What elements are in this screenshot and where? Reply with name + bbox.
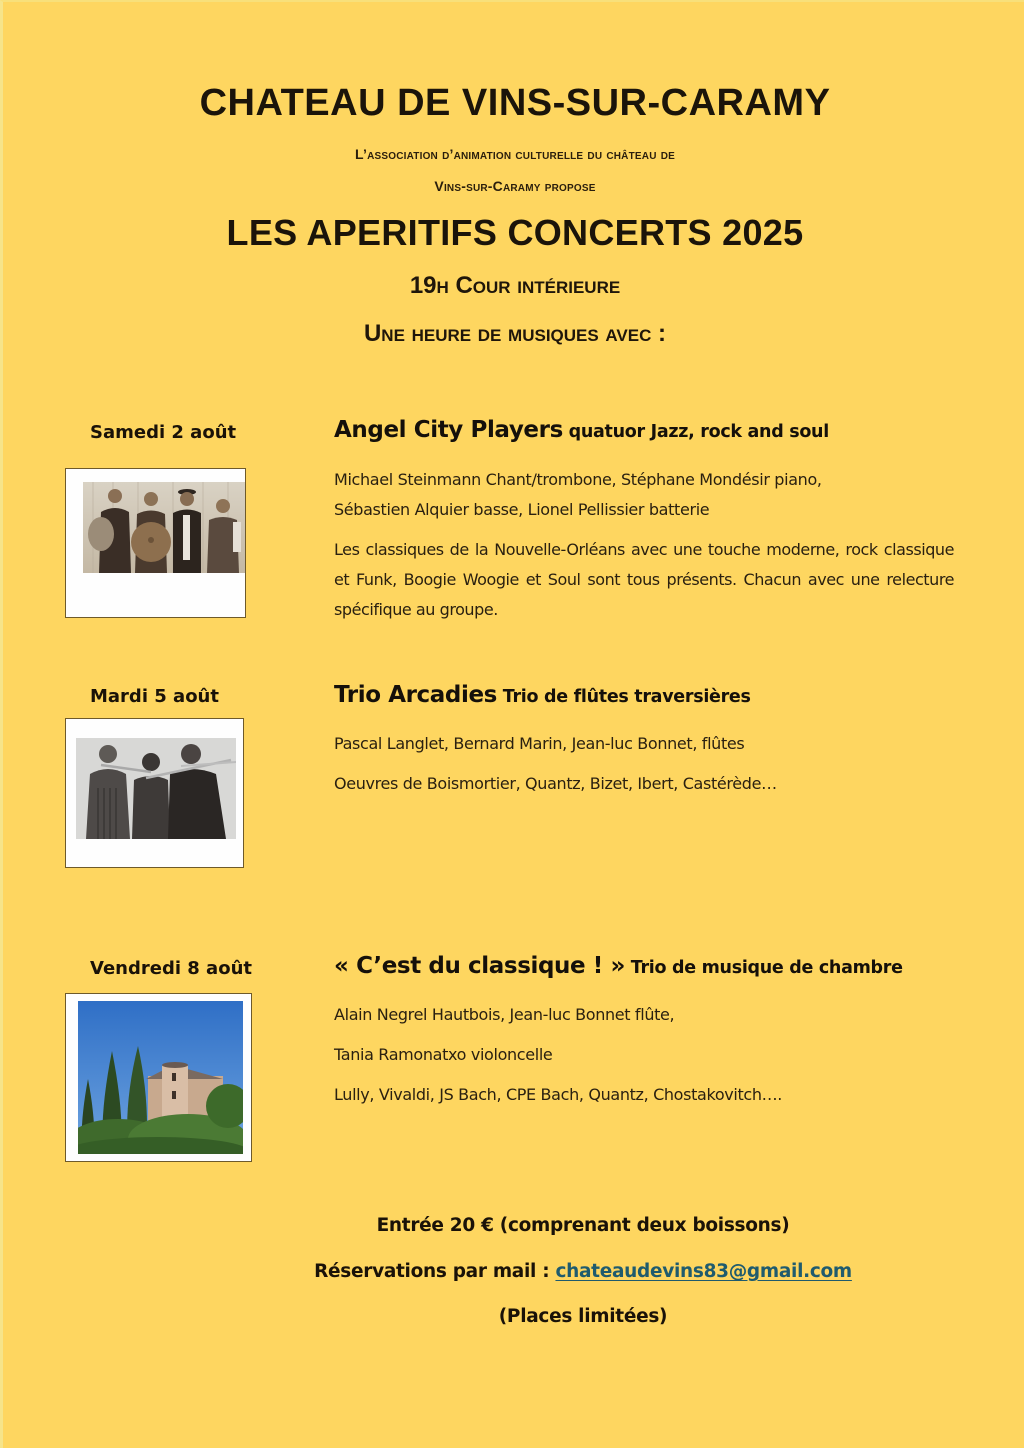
chateau-photo-frame (65, 993, 252, 1162)
event-title-3 (334, 953, 903, 979)
event-date-3: Vendredi 8 août (90, 958, 252, 979)
trio-name: Trio Arcadies (334, 682, 497, 708)
band-photo (83, 482, 245, 573)
ensemble-name: « C’est du classique ! » (334, 953, 625, 979)
association-line-2: Vins-sur-Caramy propose (434, 178, 596, 194)
band-photo-image (83, 482, 245, 573)
trio-photo-frame (65, 718, 244, 868)
limited-seats: (Places limitées) (498, 1306, 668, 1327)
event-description: Les classiques de la Nouvelle-Orléans avec une touche moderne, rock classique et Funk, Boogie Woogie et Soul sont tous présents. Chacun avec une relecture spécifique au groupe. (334, 540, 954, 619)
reservation-email-link[interactable]: chateaudevins83@gmail.com (555, 1261, 852, 1282)
ensemble-performers-line-1: Alain Negrel Hautbois, Jean-luc Bonnet flûte, (334, 1005, 675, 1024)
event-title-1 (334, 417, 829, 443)
band-name: Angel City Players (334, 417, 563, 443)
ensemble-repertoire: Lully, Vivaldi, JS Bach, CPE Bach, Quantz, Chostakovitch…. (334, 1085, 783, 1104)
performers-line-1: Michael Steinmann Chant/trombone, Stéphane Mondésir piano, (334, 470, 822, 489)
band-genre: quatuor Jazz, rock and soul (562, 422, 829, 442)
trio-genre: Trio de flûtes traversières (496, 687, 751, 707)
ensemble-genre: Trio de musique de chambre (624, 958, 903, 978)
reservation-line (71, 1261, 1024, 1282)
event-title-2 (334, 682, 751, 708)
intro-line: Une heure de musiques avec : (363, 320, 667, 347)
chateau-photo-image (78, 1001, 243, 1154)
band-photo-frame (65, 468, 246, 618)
event-series-title: LES APERITIFS CONCERTS 2025 (226, 212, 804, 253)
entry-price: Entrée 20 € (comprenant deux boissons) (376, 1215, 790, 1236)
performers-line-2: Sébastien Alquier basse, Lionel Pellissier batterie (334, 500, 710, 519)
trio-performers: Pascal Langlet, Bernard Marin, Jean-luc Bonnet, flûtes (334, 734, 745, 753)
ensemble-performers-line-2: Tania Ramonatxo violoncelle (334, 1045, 553, 1064)
trio-photo (76, 738, 236, 839)
trio-photo-image (76, 738, 236, 839)
trio-repertoire: Oeuvres de Boismortier, Quantz, Bizet, Ibert, Castérède… (334, 774, 777, 793)
association-line-1: L’association d’animation culturelle du château de (355, 146, 675, 162)
event-date-1: Samedi 2 août (90, 422, 237, 443)
poster-title: CHATEAU DE VINS-SUR-CARAMY (199, 82, 831, 124)
chateau-photo (78, 1001, 243, 1154)
time-location: 19h Cour intérieure (409, 272, 621, 299)
event-date-2: Mardi 5 août (90, 686, 219, 707)
reservation-label: Réservations par mail : (314, 1261, 556, 1282)
